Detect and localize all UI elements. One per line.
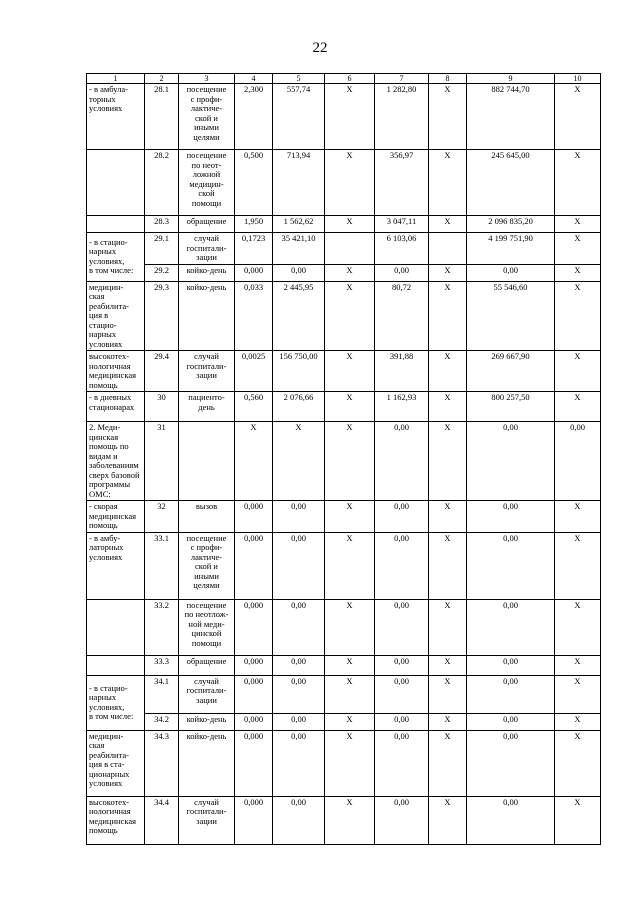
row-label-cell: медицин- ская реабилита- ция в стацио- нарных условиях bbox=[87, 281, 145, 351]
row-label-cell: - скорая медицинская помощь bbox=[87, 501, 145, 533]
value-cell: X bbox=[555, 796, 601, 844]
row-number-cell: 29.2 bbox=[145, 264, 179, 281]
value-cell: 0,00 bbox=[375, 501, 429, 533]
value-cell: 557,74 bbox=[273, 84, 325, 150]
row-number-cell: 34.1 bbox=[145, 675, 179, 713]
header-cell: 5 bbox=[273, 74, 325, 84]
value-cell: 0,000 bbox=[235, 532, 273, 599]
value-cell: 0,00 bbox=[375, 730, 429, 796]
table-row bbox=[87, 233, 601, 265]
value-cell: 0,00 bbox=[375, 713, 429, 730]
value-cell: X bbox=[273, 422, 325, 501]
unit-cell: обращение bbox=[179, 216, 235, 233]
value-cell: X bbox=[555, 216, 601, 233]
value-cell: 0,00 bbox=[467, 675, 555, 713]
value-cell: X bbox=[429, 150, 467, 216]
value-cell: X bbox=[555, 599, 601, 655]
value-cell: 0,000 bbox=[235, 655, 273, 675]
header-cell: 8 bbox=[429, 74, 467, 84]
value-cell: 0,00 bbox=[273, 713, 325, 730]
value-cell: 0,00 bbox=[273, 599, 325, 655]
row-number-cell: 29.4 bbox=[145, 351, 179, 392]
row-label-cell: - в стацио- нарных условиях, в том числе: bbox=[87, 233, 145, 282]
value-cell: 2 096 835,20 bbox=[467, 216, 555, 233]
table-row bbox=[87, 655, 601, 675]
row-label-cell bbox=[87, 216, 145, 233]
value-cell: X bbox=[555, 501, 601, 533]
data-table bbox=[86, 73, 601, 845]
value-cell: 713,94 bbox=[273, 150, 325, 216]
value-cell: X bbox=[429, 216, 467, 233]
value-cell: 35 421,10 bbox=[273, 233, 325, 265]
unit-cell: койко-день bbox=[179, 264, 235, 281]
value-cell: 3 047,11 bbox=[375, 216, 429, 233]
value-cell: X bbox=[325, 422, 375, 501]
value-cell: X bbox=[325, 351, 375, 392]
value-cell: X bbox=[555, 351, 601, 392]
value-cell: 1,950 bbox=[235, 216, 273, 233]
header-row bbox=[87, 74, 601, 84]
value-cell: 0,00 bbox=[467, 599, 555, 655]
header-cell: 7 bbox=[375, 74, 429, 84]
value-cell: 0,00 bbox=[467, 264, 555, 281]
row-number-cell: 34.3 bbox=[145, 730, 179, 796]
value-cell: X bbox=[325, 713, 375, 730]
header-cell: 6 bbox=[325, 74, 375, 84]
table-row bbox=[87, 351, 601, 392]
value-cell: 0,000 bbox=[235, 501, 273, 533]
value-cell: X bbox=[429, 264, 467, 281]
value-cell: 0,000 bbox=[235, 264, 273, 281]
value-cell: 2,300 bbox=[235, 84, 273, 150]
value-cell: X bbox=[429, 599, 467, 655]
table-row bbox=[87, 264, 601, 281]
value-cell: X bbox=[429, 655, 467, 675]
unit-cell: посещение по неотлож- ной меди- цинской помощи bbox=[179, 599, 235, 655]
row-number-cell: 29.1 bbox=[145, 233, 179, 265]
value-cell: 2 076,66 bbox=[273, 392, 325, 422]
value-cell: 0,00 bbox=[273, 655, 325, 675]
value-cell: 0,00 bbox=[467, 532, 555, 599]
unit-cell: койко-день bbox=[179, 730, 235, 796]
unit-cell: пациенто- день bbox=[179, 392, 235, 422]
value-cell: 80,72 bbox=[375, 281, 429, 351]
value-cell: 6 103,06 bbox=[375, 233, 429, 265]
unit-cell: посещение по неот- ложной медицин- ской помощи bbox=[179, 150, 235, 216]
row-label-cell: - в амбула- торных условиях bbox=[87, 84, 145, 150]
value-cell: 0,000 bbox=[235, 796, 273, 844]
value-cell: 0,00 bbox=[467, 501, 555, 533]
value-cell: 800 257,50 bbox=[467, 392, 555, 422]
unit-cell: посещение с профи- лактиче- ской и иными целями bbox=[179, 532, 235, 599]
header-cell: 2 bbox=[145, 74, 179, 84]
value-cell: 245 645,00 bbox=[467, 150, 555, 216]
value-cell: 0,00 bbox=[467, 713, 555, 730]
table-row bbox=[87, 216, 601, 233]
value-cell: 0,1723 bbox=[235, 233, 273, 265]
value-cell: 0,00 bbox=[467, 796, 555, 844]
value-cell: X bbox=[555, 655, 601, 675]
value-cell: 0,500 bbox=[235, 150, 273, 216]
value-cell: 0,00 bbox=[467, 655, 555, 675]
row-label-cell bbox=[87, 599, 145, 655]
table-row bbox=[87, 675, 601, 713]
value-cell: X bbox=[325, 216, 375, 233]
value-cell: 269 667,90 bbox=[467, 351, 555, 392]
value-cell: 0,000 bbox=[235, 675, 273, 713]
value-cell: X bbox=[555, 392, 601, 422]
value-cell: X bbox=[429, 281, 467, 351]
value-cell: 0,00 bbox=[273, 796, 325, 844]
value-cell: X bbox=[325, 796, 375, 844]
value-cell: X bbox=[429, 392, 467, 422]
header-cell: 10 bbox=[555, 74, 601, 84]
table-row bbox=[87, 532, 601, 599]
value-cell: X bbox=[325, 281, 375, 351]
header-cell: 9 bbox=[467, 74, 555, 84]
header-cell: 3 bbox=[179, 74, 235, 84]
table-row bbox=[87, 392, 601, 422]
unit-cell: случай госпитали- зации bbox=[179, 233, 235, 265]
value-cell: X bbox=[325, 84, 375, 150]
value-cell: 1 162,93 bbox=[375, 392, 429, 422]
row-label-cell: медицин- ская реабилита- ция в ста- ционарных условиях bbox=[87, 730, 145, 796]
value-cell: X bbox=[555, 84, 601, 150]
value-cell: 0,00 bbox=[375, 264, 429, 281]
table-row bbox=[87, 599, 601, 655]
row-number-cell: 31 bbox=[145, 422, 179, 501]
value-cell: X bbox=[429, 532, 467, 599]
table-row bbox=[87, 422, 601, 501]
value-cell: X bbox=[429, 422, 467, 501]
value-cell: X bbox=[555, 233, 601, 265]
row-number-cell: 28.1 bbox=[145, 84, 179, 150]
value-cell: 0,033 bbox=[235, 281, 273, 351]
header-cell: 1 bbox=[87, 74, 145, 84]
value-cell: X bbox=[555, 713, 601, 730]
value-cell: X bbox=[325, 599, 375, 655]
unit-cell: случай госпитали- зации bbox=[179, 796, 235, 844]
value-cell: 156 750,00 bbox=[273, 351, 325, 392]
row-number-cell: 33.1 bbox=[145, 532, 179, 599]
value-cell: X bbox=[429, 675, 467, 713]
table-row bbox=[87, 501, 601, 533]
value-cell: X bbox=[325, 532, 375, 599]
unit-cell bbox=[179, 422, 235, 501]
value-cell: X bbox=[325, 675, 375, 713]
value-cell: 0,000 bbox=[235, 713, 273, 730]
unit-cell: вызов bbox=[179, 501, 235, 533]
value-cell: X bbox=[429, 351, 467, 392]
value-cell: X bbox=[555, 730, 601, 796]
value-cell: 0,00 bbox=[273, 264, 325, 281]
value-cell: 0,000 bbox=[235, 599, 273, 655]
unit-cell: обращение bbox=[179, 655, 235, 675]
value-cell: 0,00 bbox=[375, 655, 429, 675]
row-label-cell: 2. Меди- цинская помощь по видам и заболеваниям сверх базовой программы ОМС: bbox=[87, 422, 145, 501]
row-number-cell: 34.2 bbox=[145, 713, 179, 730]
row-number-cell: 28.3 bbox=[145, 216, 179, 233]
value-cell: 0,00 bbox=[375, 796, 429, 844]
value-cell: X bbox=[429, 84, 467, 150]
value-cell: X bbox=[325, 264, 375, 281]
table-row bbox=[87, 84, 601, 150]
row-number-cell: 34.4 bbox=[145, 796, 179, 844]
table-row bbox=[87, 730, 601, 796]
value-cell bbox=[325, 233, 375, 265]
value-cell: 0,00 bbox=[375, 599, 429, 655]
value-cell: 0,000 bbox=[235, 730, 273, 796]
value-cell: X bbox=[325, 501, 375, 533]
table-row bbox=[87, 281, 601, 351]
row-number-cell: 32 bbox=[145, 501, 179, 533]
value-cell: X bbox=[555, 675, 601, 713]
unit-cell: случай госпитали- зации bbox=[179, 675, 235, 713]
value-cell: 0,0025 bbox=[235, 351, 273, 392]
value-cell: 0,00 bbox=[273, 675, 325, 713]
value-cell: 2 445,95 bbox=[273, 281, 325, 351]
row-label-cell: - в амбу- латорных условиях bbox=[87, 532, 145, 599]
row-number-cell: 33.3 bbox=[145, 655, 179, 675]
value-cell: X bbox=[555, 281, 601, 351]
value-cell: 4 199 751,90 bbox=[467, 233, 555, 265]
row-label-cell: - в стацио- нарных условиях, в том числе: bbox=[87, 675, 145, 730]
value-cell bbox=[429, 233, 467, 265]
value-cell: X bbox=[555, 264, 601, 281]
value-cell: 0,00 bbox=[375, 675, 429, 713]
value-cell: X bbox=[325, 150, 375, 216]
table-row bbox=[87, 713, 601, 730]
row-number-cell: 30 bbox=[145, 392, 179, 422]
page-number: 22 bbox=[312, 40, 328, 56]
row-label-cell: высокотех- нологичная медицинская помощь bbox=[87, 351, 145, 392]
value-cell: 55 546,60 bbox=[467, 281, 555, 351]
unit-cell: койко-день bbox=[179, 713, 235, 730]
value-cell: X bbox=[429, 796, 467, 844]
value-cell: 0,00 bbox=[273, 730, 325, 796]
table-body bbox=[87, 74, 601, 845]
header-cell: 4 bbox=[235, 74, 273, 84]
value-cell: 0,00 bbox=[273, 532, 325, 599]
value-cell: 1 282,80 bbox=[375, 84, 429, 150]
value-cell: 0,00 bbox=[467, 422, 555, 501]
value-cell: 0,00 bbox=[375, 532, 429, 599]
value-cell: 0,560 bbox=[235, 392, 273, 422]
value-cell: X bbox=[555, 532, 601, 599]
value-cell: 882 744,70 bbox=[467, 84, 555, 150]
value-cell: 1 562,62 bbox=[273, 216, 325, 233]
value-cell: X bbox=[429, 501, 467, 533]
table-row bbox=[87, 796, 601, 844]
value-cell: 0,00 bbox=[555, 422, 601, 501]
value-cell: 0,00 bbox=[375, 422, 429, 501]
row-label-cell: высокотех- нологичная медицинская помощь bbox=[87, 796, 145, 844]
row-number-cell: 28.2 bbox=[145, 150, 179, 216]
value-cell: X bbox=[325, 655, 375, 675]
row-number-cell: 33.2 bbox=[145, 599, 179, 655]
value-cell: X bbox=[325, 730, 375, 796]
table-row bbox=[87, 150, 601, 216]
value-cell: X bbox=[325, 392, 375, 422]
value-cell: X bbox=[429, 713, 467, 730]
value-cell: 391,88 bbox=[375, 351, 429, 392]
value-cell: 356,97 bbox=[375, 150, 429, 216]
row-number-cell: 29.3 bbox=[145, 281, 179, 351]
value-cell: X bbox=[429, 730, 467, 796]
value-cell: 0,00 bbox=[273, 501, 325, 533]
row-label-cell bbox=[87, 655, 145, 675]
value-cell: X bbox=[235, 422, 273, 501]
row-label-cell bbox=[87, 150, 145, 216]
unit-cell: койко-день bbox=[179, 281, 235, 351]
row-label-cell: - в дневных стационарах bbox=[87, 392, 145, 422]
unit-cell: посещение с профи- лактиче- ской и иными целями bbox=[179, 84, 235, 150]
value-cell: X bbox=[555, 150, 601, 216]
value-cell: 0,00 bbox=[467, 730, 555, 796]
unit-cell: случай госпитали- зации bbox=[179, 351, 235, 392]
